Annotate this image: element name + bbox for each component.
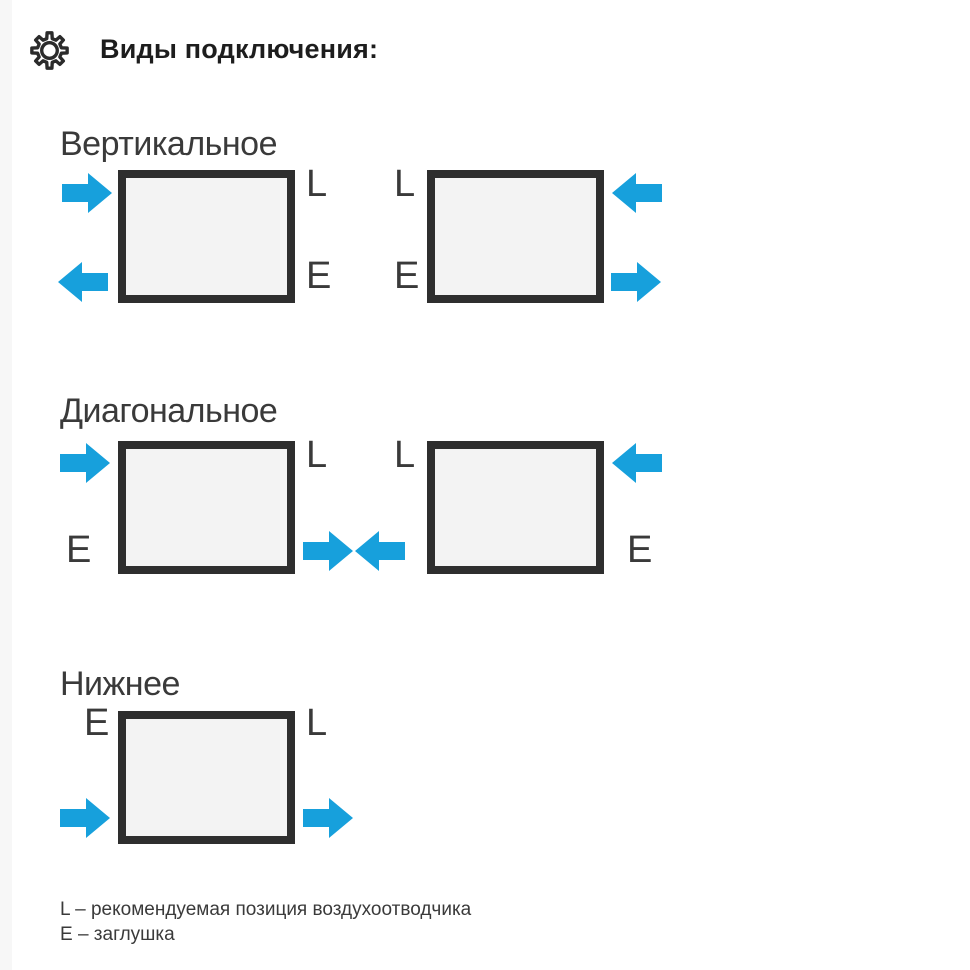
radiator-box bbox=[118, 441, 295, 574]
radiator-box bbox=[427, 441, 604, 574]
outlet-arrow-icon bbox=[58, 262, 108, 302]
air-vent-label: L bbox=[394, 434, 416, 476]
air-vent-label: L bbox=[306, 163, 328, 205]
section-heading-bottom: Нижнее bbox=[60, 665, 180, 703]
outlet-arrow-icon bbox=[303, 798, 353, 838]
inlet-arrow-icon bbox=[60, 443, 110, 483]
section-heading-diagonal: Диагональное bbox=[60, 392, 278, 430]
outlet-arrow-icon bbox=[355, 531, 405, 571]
section-heading-vertical: Вертикальное bbox=[60, 125, 277, 163]
plug-label: E bbox=[627, 529, 653, 571]
radiator-box bbox=[118, 170, 295, 303]
plug-label: E bbox=[66, 529, 92, 571]
air-vent-label: L bbox=[306, 702, 328, 744]
legend-air-vent: L – рекомендуемая позиция воздухоотводчика bbox=[60, 899, 472, 920]
inlet-arrow-icon bbox=[612, 173, 662, 213]
air-vent-label: L bbox=[394, 163, 416, 205]
inlet-arrow-icon bbox=[612, 443, 662, 483]
page-left-edge bbox=[0, 0, 12, 970]
radiator-box bbox=[118, 711, 295, 844]
inlet-arrow-icon bbox=[62, 173, 112, 213]
inlet-arrow-icon bbox=[60, 798, 110, 838]
legend-plug: E – заглушка bbox=[60, 924, 175, 945]
outlet-arrow-icon bbox=[611, 262, 661, 302]
plug-label: E bbox=[394, 255, 420, 297]
air-vent-label: L bbox=[306, 434, 328, 476]
outlet-arrow-icon bbox=[303, 531, 353, 571]
plug-label: E bbox=[306, 255, 332, 297]
gear-icon bbox=[27, 28, 72, 73]
page-title: Виды подключения: bbox=[100, 34, 379, 64]
plug-label: E bbox=[84, 702, 110, 744]
radiator-box bbox=[427, 170, 604, 303]
